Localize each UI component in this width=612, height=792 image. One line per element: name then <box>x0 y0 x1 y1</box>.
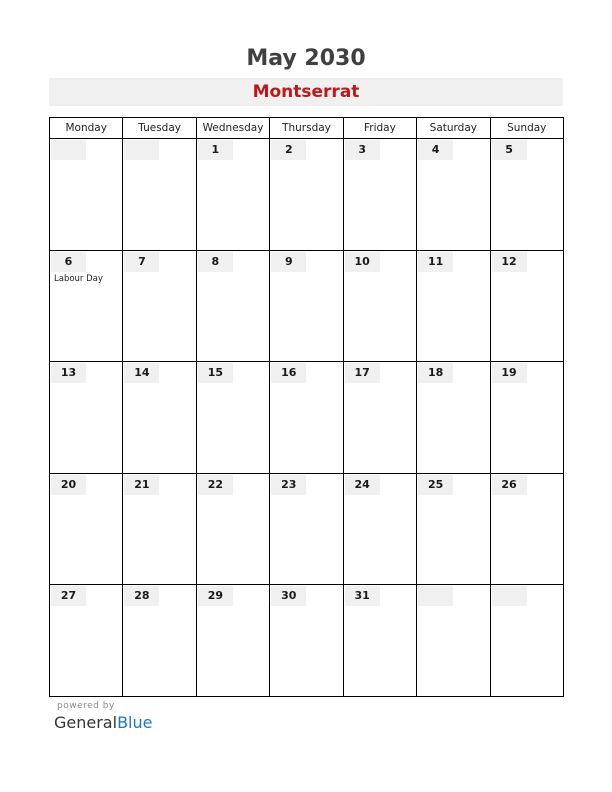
day-cell <box>417 362 490 474</box>
brand-logo <box>54 713 152 732</box>
brand-blue: Blue <box>117 713 153 732</box>
day-number: 23 <box>271 475 306 495</box>
day-cell <box>491 362 564 474</box>
day-number: 24 <box>345 475 380 495</box>
day-number: 31 <box>345 586 380 606</box>
weekday-header: Friday <box>344 118 417 139</box>
day-number <box>492 586 527 606</box>
weekday-header: Saturday <box>417 118 490 139</box>
day-number: 11 <box>418 252 453 272</box>
day-cell <box>50 474 123 586</box>
day-cell <box>344 585 417 697</box>
day-cell <box>270 139 343 251</box>
day-cell <box>197 139 270 251</box>
day-number <box>51 140 86 160</box>
day-cell <box>197 362 270 474</box>
holiday-label: Labour Day <box>54 273 103 284</box>
day-cell <box>344 362 417 474</box>
day-number <box>418 586 453 606</box>
weekday-header: Sunday <box>491 118 564 139</box>
day-cell <box>197 251 270 363</box>
day-cell <box>123 362 196 474</box>
day-number: 1 <box>198 140 233 160</box>
day-number: 27 <box>51 586 86 606</box>
day-cell <box>123 139 196 251</box>
day-cell <box>197 585 270 697</box>
day-cell <box>491 139 564 251</box>
day-number: 4 <box>418 140 453 160</box>
day-cell <box>50 362 123 474</box>
day-number: 28 <box>124 586 159 606</box>
day-cell <box>491 474 564 586</box>
week-row <box>50 251 564 363</box>
day-number: 19 <box>492 363 527 383</box>
day-cell <box>344 139 417 251</box>
weekday-header: Monday <box>50 118 123 139</box>
day-cell <box>417 251 490 363</box>
weekday-header: Thursday <box>270 118 343 139</box>
country-name: Montserrat <box>49 78 563 106</box>
day-number: 20 <box>51 475 86 495</box>
day-number: 30 <box>271 586 306 606</box>
brand-general: General <box>54 713 118 732</box>
day-number: 7 <box>124 252 159 272</box>
weekday-header: Wednesday <box>197 118 270 139</box>
day-number: 25 <box>418 475 453 495</box>
day-cell <box>491 251 564 363</box>
day-number: 8 <box>198 252 233 272</box>
week-row <box>50 139 564 251</box>
day-number: 3 <box>345 140 380 160</box>
day-cell <box>123 585 196 697</box>
day-cell <box>50 585 123 697</box>
day-cell <box>270 474 343 586</box>
day-number: 26 <box>492 475 527 495</box>
day-number: 22 <box>198 475 233 495</box>
day-cell <box>270 585 343 697</box>
day-cell <box>197 474 270 586</box>
day-cell <box>344 474 417 586</box>
day-number: 10 <box>345 252 380 272</box>
day-number: 6 <box>51 252 86 272</box>
day-number: 5 <box>492 140 527 160</box>
calendar-grid <box>49 117 564 697</box>
day-cell <box>123 251 196 363</box>
week-row <box>50 362 564 474</box>
weekday-header-row <box>50 118 564 139</box>
day-cell <box>344 251 417 363</box>
day-number: 21 <box>124 475 159 495</box>
day-cell <box>123 474 196 586</box>
day-cell <box>270 362 343 474</box>
day-cell <box>50 139 123 251</box>
powered-by-label: powered by <box>57 701 115 711</box>
day-number: 14 <box>124 363 159 383</box>
week-row <box>50 474 564 586</box>
day-cell <box>417 139 490 251</box>
day-number: 16 <box>271 363 306 383</box>
day-number: 17 <box>345 363 380 383</box>
week-row <box>50 585 564 697</box>
weekday-header: Tuesday <box>123 118 196 139</box>
day-cell <box>417 585 490 697</box>
page-title: May 2030 <box>246 46 366 71</box>
day-cell <box>417 474 490 586</box>
day-number: 18 <box>418 363 453 383</box>
day-number: 29 <box>198 586 233 606</box>
day-number: 2 <box>271 140 306 160</box>
day-cell <box>270 251 343 363</box>
day-cell <box>50 251 123 363</box>
weeks-container <box>50 139 564 697</box>
day-cell <box>491 585 564 697</box>
day-number: 15 <box>198 363 233 383</box>
day-number: 12 <box>492 252 527 272</box>
day-number: 9 <box>271 252 306 272</box>
day-number: 13 <box>51 363 86 383</box>
day-number <box>124 140 159 160</box>
